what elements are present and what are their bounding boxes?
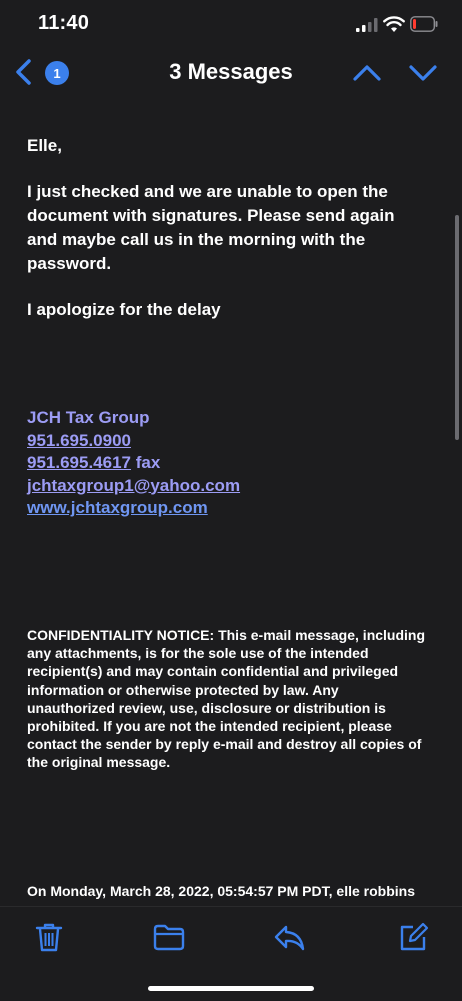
phone-link[interactable]: 951.695.0900: [27, 430, 131, 450]
cellular-signal-icon: [356, 18, 378, 32]
home-indicator[interactable]: [148, 986, 314, 991]
trash-icon[interactable]: [33, 921, 65, 953]
greeting: Elle,: [27, 136, 62, 155]
signature-block: [27, 407, 240, 520]
message-paragraph: I just checked and we are unable to open the document with signatures. Please send again and maybe call us in the morning with the password.: [27, 182, 395, 273]
page-title: 3 Messages: [169, 59, 293, 84]
back-chevron-icon[interactable]: [12, 58, 34, 86]
fax-number-link[interactable]: 951.695.4617: [27, 453, 131, 472]
fax-line: [27, 452, 240, 475]
apology-line: I apologize for the delay: [27, 300, 221, 319]
next-message-icon[interactable]: [408, 62, 438, 84]
wifi-icon: [383, 15, 405, 33]
confidentiality-notice: CONFIDENTIALITY NOTICE: This e-mail message, including any attachments, is for the sole use of the intended recipient(s) and may contain confidential and privileged information or otherwise protected by law. Any unauthorized review, use, disclosure or distribution is prohibited. If you are not the intended recipient, please contact the sender by reply e-mail and destroy all copies of the original message.: [27, 627, 426, 771]
unread-count-badge[interactable]: 1: [45, 61, 69, 85]
battery-icon: [410, 16, 438, 32]
status-bar: [0, 0, 462, 48]
previous-message-icon[interactable]: [352, 62, 382, 84]
compose-icon[interactable]: [397, 921, 429, 953]
reply-icon[interactable]: [273, 921, 305, 953]
quoted-message-header: On Monday, March 28, 2022, 05:54:57 PM PDT, elle robbins: [27, 883, 415, 899]
scrollbar[interactable]: [455, 215, 459, 440]
message-body[interactable]: [0, 100, 462, 906]
email-link[interactable]: jchtaxgroup1@yahoo.com: [27, 475, 241, 495]
status-time: 11:40: [38, 12, 90, 34]
fax-label: fax: [131, 453, 161, 472]
website-link[interactable]: www.jchtaxgroup.com: [27, 498, 208, 517]
folder-icon[interactable]: [153, 921, 185, 953]
signature-company: JCH Tax Group: [27, 408, 150, 427]
navigation-bar: [0, 48, 462, 101]
